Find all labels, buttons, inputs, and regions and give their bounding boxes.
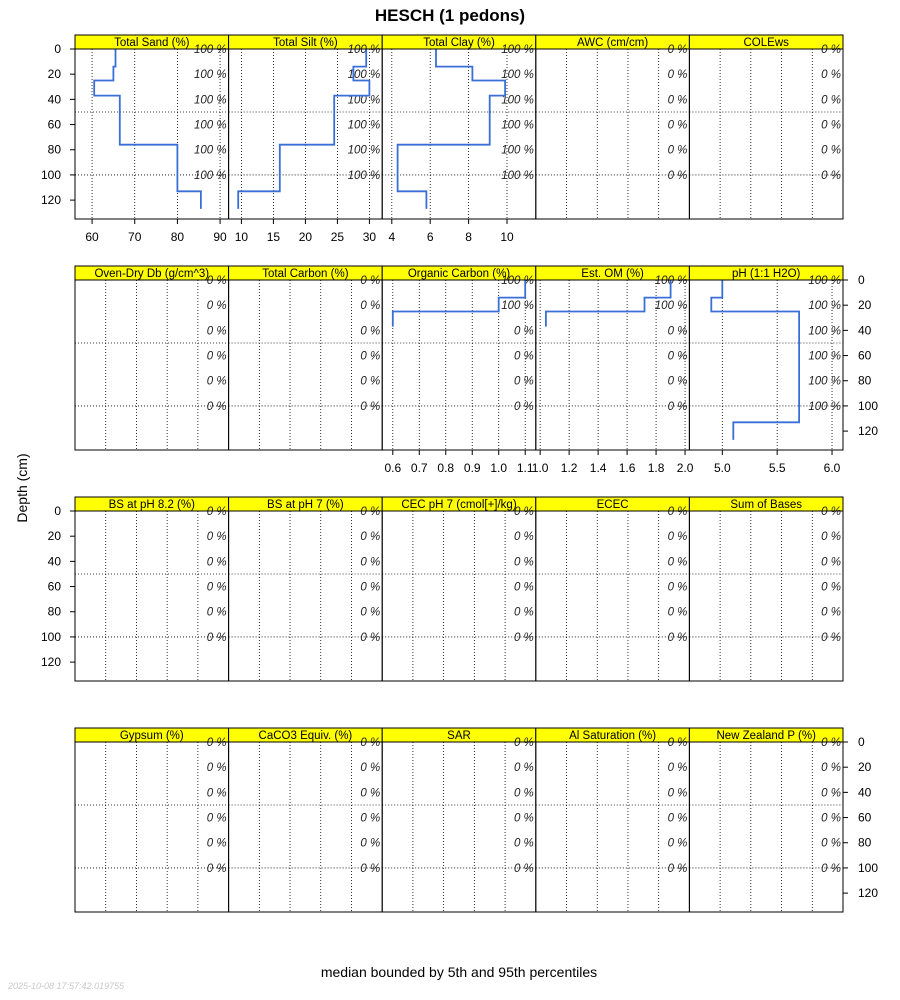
percent-label: 0 %	[360, 737, 381, 749]
percent-label: 0 %	[821, 812, 841, 825]
percent-label: 0 %	[667, 506, 688, 518]
percent-label: 0 %	[206, 531, 227, 544]
panel-title: Organic Carbon (%)	[407, 268, 511, 280]
panel-border	[75, 511, 229, 681]
percent-label: 0 %	[667, 69, 688, 82]
panel-border	[689, 742, 843, 912]
panel-border	[536, 742, 690, 912]
percent-label: 0 %	[667, 631, 688, 644]
panel	[689, 497, 843, 681]
panel	[382, 728, 536, 912]
panel	[75, 266, 229, 450]
x-tick-label: 1.1	[516, 461, 534, 475]
depth-tick-label: 20	[858, 760, 872, 775]
percent-label: 0 %	[206, 737, 227, 749]
depth-tick-label: 0	[858, 735, 865, 749]
percent-label: 100 %	[193, 44, 227, 56]
percent-label: 100 %	[654, 275, 688, 287]
percent-label: 0 %	[667, 325, 688, 338]
panel	[75, 35, 229, 244]
percent-label: 0 %	[513, 837, 534, 850]
percent-label: 0 %	[360, 300, 381, 313]
panel-title: CaCO3 Equiv. (%)	[258, 730, 353, 742]
panel-title: Total Carbon (%)	[262, 268, 349, 280]
percent-label: 0 %	[821, 169, 841, 182]
percent-label: 0 %	[513, 862, 534, 875]
panel-title: COLEws	[743, 37, 789, 49]
panel-title: Sum of Bases	[730, 499, 802, 511]
panel-title: CEC pH 7 (cmol[+]/kg)	[401, 499, 517, 511]
panel-border	[229, 511, 383, 681]
percent-label: 0 %	[360, 400, 381, 413]
x-tick-label: 1.4	[589, 461, 607, 475]
x-tick-label: 1.0	[490, 461, 508, 475]
depth-tick-label: 120	[858, 886, 879, 901]
x-tick-label: 0.7	[410, 461, 428, 475]
panel	[536, 35, 690, 219]
panel-title: Total Clay (%)	[423, 37, 495, 49]
depth-tick-label: 60	[47, 579, 61, 594]
percent-label: 0 %	[821, 531, 841, 544]
depth-tick-label: 0	[54, 42, 61, 56]
panel-title: Est. OM (%)	[581, 268, 644, 280]
x-tick-label: 1.0	[531, 461, 549, 475]
percent-label: 0 %	[513, 787, 534, 800]
panel-title: Oven-Dry Db (g/cm^3)	[94, 268, 210, 280]
percent-label: 100 %	[193, 69, 227, 82]
percent-label: 0 %	[821, 556, 841, 569]
x-tick-label: 8	[465, 230, 472, 244]
percent-label: 0 %	[667, 169, 688, 182]
panel-border	[229, 742, 383, 912]
depth-tick-label: 60	[47, 117, 61, 132]
depth-tick-label: 40	[858, 785, 872, 800]
panel-border	[689, 511, 843, 681]
percent-label: 0 %	[360, 606, 381, 619]
percent-label: 0 %	[821, 44, 841, 56]
percent-label: 100 %	[193, 94, 227, 107]
depth-tick-label: 60	[858, 810, 872, 825]
panel-title: pH (1:1 H2O)	[732, 268, 801, 280]
timestamp: 2025-10-08 17:57:42.019755	[8, 981, 125, 991]
percent-label: 0 %	[206, 275, 227, 287]
percent-label: 0 %	[206, 812, 227, 825]
panel	[382, 497, 536, 681]
percent-label: 0 %	[206, 631, 227, 644]
depth-tick-label: 120	[40, 655, 61, 670]
panel-border	[382, 511, 536, 681]
percent-label: 0 %	[360, 862, 381, 875]
panel	[689, 266, 843, 475]
percent-label: 0 %	[667, 581, 688, 594]
percent-label: 0 %	[821, 69, 841, 82]
percent-label: 0 %	[667, 787, 688, 800]
panel	[532, 266, 694, 475]
percent-label: 100 %	[501, 44, 534, 56]
depth-tick-label: 40	[47, 554, 61, 569]
percent-label: 0 %	[821, 631, 841, 644]
x-tick-label: 30	[362, 230, 377, 244]
percent-label: 0 %	[360, 631, 381, 644]
median-profile-line	[546, 280, 671, 327]
panel	[689, 35, 843, 219]
percent-label: 0 %	[360, 581, 381, 594]
percent-label: 100 %	[501, 275, 534, 287]
percent-label: 0 %	[206, 325, 227, 338]
percent-label: 0 %	[206, 300, 227, 313]
panel	[229, 728, 383, 912]
x-tick-label: 90	[213, 230, 227, 244]
percent-label: 0 %	[206, 606, 227, 619]
x-tick-label: 70	[128, 230, 142, 244]
panel-title: Al Saturation (%)	[569, 730, 657, 742]
depth-tick-label: 80	[47, 142, 61, 157]
footer-caption: median bounded by 5th and 95th percentiles	[320, 964, 598, 980]
percent-label: 0 %	[513, 737, 534, 749]
chart-title: HESCH (1 pedons)	[374, 6, 526, 25]
y-axis-label: Depth (cm)	[14, 453, 30, 523]
x-tick-label: 4	[388, 230, 396, 244]
x-tick-label: 10	[500, 230, 514, 244]
percent-label: 0 %	[206, 862, 227, 875]
percent-label: 0 %	[513, 400, 534, 413]
percent-label: 100 %	[347, 69, 381, 82]
x-tick-label: 80	[170, 230, 185, 244]
percent-label: 100 %	[808, 350, 841, 363]
depth-tick-label: 80	[858, 835, 872, 850]
percent-label: 100 %	[808, 300, 841, 313]
percent-label: 0 %	[667, 144, 688, 157]
percent-label: 100 %	[501, 69, 534, 82]
panel-title: Total Sand (%)	[114, 37, 190, 49]
x-tick-label: 25	[330, 230, 345, 244]
x-tick-label: 6.0	[823, 461, 841, 475]
percent-label: 0 %	[513, 531, 534, 544]
percent-label: 100 %	[501, 300, 534, 313]
percent-label: 0 %	[206, 837, 227, 850]
percent-label: 0 %	[821, 606, 841, 619]
percent-label: 0 %	[360, 556, 381, 569]
panel	[75, 497, 229, 681]
percent-label: 0 %	[667, 862, 688, 875]
x-tick-label: 20	[298, 230, 313, 244]
percent-label: 100 %	[347, 144, 381, 157]
depth-tick-label: 20	[47, 67, 61, 82]
percent-label: 0 %	[513, 631, 534, 644]
percent-label: 100 %	[808, 325, 841, 338]
x-tick-label: 6	[426, 230, 434, 244]
percent-label: 0 %	[821, 762, 841, 775]
panel-border	[75, 742, 229, 912]
percent-label: 0 %	[206, 400, 227, 413]
panel-border	[689, 49, 843, 219]
median-profile-line	[94, 49, 201, 209]
percent-label: 0 %	[206, 762, 227, 775]
median-profile-line	[711, 280, 799, 440]
percent-label: 0 %	[667, 400, 688, 413]
percent-label: 100 %	[501, 119, 534, 132]
depth-tick-label: 20	[47, 529, 61, 544]
x-tick-label: 60	[85, 230, 99, 244]
depth-tick-label: 60	[858, 348, 872, 363]
percent-label: 100 %	[193, 119, 227, 132]
x-tick-label: 0.9	[463, 461, 481, 475]
percent-label: 0 %	[513, 606, 534, 619]
x-tick-label: 1.8	[647, 461, 665, 475]
percent-label: 0 %	[821, 581, 841, 594]
percent-label: 0 %	[667, 606, 688, 619]
panel-border	[229, 280, 383, 450]
panel-title: BS at pH 7 (%)	[267, 499, 344, 511]
percent-label: 0 %	[360, 275, 381, 287]
percent-label: 0 %	[360, 350, 381, 363]
percent-label: 0 %	[821, 144, 841, 157]
percent-label: 0 %	[360, 375, 381, 388]
panel-title: New Zealand P (%)	[716, 730, 816, 742]
percent-label: 0 %	[360, 812, 381, 825]
depth-tick-label: 120	[40, 193, 61, 208]
percent-label: 0 %	[513, 375, 534, 388]
x-tick-label: 0.6	[384, 461, 402, 475]
percent-label: 0 %	[667, 44, 688, 56]
percent-label: 100 %	[193, 169, 227, 182]
percent-label: 0 %	[821, 94, 841, 107]
panel	[229, 35, 383, 244]
percent-label: 0 %	[360, 325, 381, 338]
depth-tick-label: 100	[40, 167, 61, 182]
depth-tick-label: 40	[47, 92, 61, 107]
panel-border	[75, 280, 229, 450]
x-tick-label: 5.5	[768, 461, 786, 475]
percent-label: 100 %	[501, 144, 534, 157]
panel-title: Total Silt (%)	[273, 37, 338, 49]
percent-label: 0 %	[206, 375, 227, 388]
percent-label: 100 %	[347, 44, 381, 56]
depth-tick-label: 40	[858, 323, 872, 338]
depth-tick-label: 120	[858, 424, 879, 439]
percent-label: 100 %	[808, 375, 841, 388]
panel	[382, 266, 536, 475]
percent-label: 0 %	[821, 862, 841, 875]
depth-tick-label: 0	[54, 504, 61, 518]
percent-label: 0 %	[667, 350, 688, 363]
x-tick-label: 0.8	[437, 461, 455, 475]
percent-label: 100 %	[501, 94, 534, 107]
x-tick-label: 5.0	[713, 461, 731, 475]
percent-label: 100 %	[347, 169, 381, 182]
percent-label: 0 %	[667, 94, 688, 107]
percent-label: 0 %	[513, 581, 534, 594]
percent-label: 0 %	[667, 556, 688, 569]
panel	[229, 266, 383, 450]
percent-label: 0 %	[667, 737, 688, 749]
percent-label: 100 %	[347, 94, 381, 107]
panel-title: SAR	[447, 730, 471, 742]
panel-title: ECEC	[596, 499, 629, 511]
percent-label: 0 %	[667, 375, 688, 388]
percent-label: 0 %	[360, 506, 381, 518]
percent-label: 0 %	[821, 737, 841, 749]
percent-label: 0 %	[360, 837, 381, 850]
percent-label: 0 %	[206, 556, 227, 569]
x-tick-label: 1.2	[560, 461, 578, 475]
x-tick-label: 2.0	[676, 461, 694, 475]
depth-tick-label: 80	[858, 373, 872, 388]
percent-label: 0 %	[821, 837, 841, 850]
percent-label: 0 %	[513, 812, 534, 825]
depth-tick-label: 20	[858, 298, 872, 313]
median-profile-line	[398, 49, 506, 209]
percent-label: 100 %	[808, 275, 841, 287]
percent-label: 100 %	[501, 169, 534, 182]
x-tick-label: 1.6	[618, 461, 636, 475]
percent-label: 0 %	[513, 556, 534, 569]
percent-label: 100 %	[654, 300, 688, 313]
percent-label: 0 %	[667, 762, 688, 775]
percent-label: 100 %	[808, 400, 841, 413]
panel	[536, 497, 690, 681]
percent-label: 0 %	[667, 531, 688, 544]
panel-title: AWC (cm/cm)	[577, 37, 649, 49]
percent-label: 0 %	[360, 787, 381, 800]
percent-label: 0 %	[513, 350, 534, 363]
percent-label: 0 %	[360, 762, 381, 775]
percent-label: 0 %	[667, 837, 688, 850]
x-tick-label: 10	[234, 230, 249, 244]
panel	[229, 497, 383, 681]
percent-label: 100 %	[193, 144, 227, 157]
percent-label: 0 %	[821, 119, 841, 132]
percent-label: 0 %	[513, 506, 534, 518]
percent-label: 0 %	[360, 531, 381, 544]
depth-tick-label: 0	[858, 273, 865, 287]
percent-label: 0 %	[667, 119, 688, 132]
panel-title: BS at pH 8.2 (%)	[108, 499, 195, 511]
panel-title: Gypsum (%)	[119, 730, 184, 742]
x-tick-label: 15	[266, 230, 281, 244]
panel	[689, 728, 843, 912]
percent-label: 0 %	[513, 325, 534, 338]
panel	[536, 728, 690, 912]
percent-label: 0 %	[513, 762, 534, 775]
percent-label: 0 %	[667, 812, 688, 825]
percent-label: 100 %	[347, 119, 381, 132]
panel-border	[536, 49, 690, 219]
percent-label: 0 %	[821, 506, 841, 518]
percent-label: 0 %	[821, 787, 841, 800]
panel	[75, 728, 229, 912]
panel	[382, 35, 536, 244]
depth-tick-label: 100	[858, 860, 879, 875]
depth-tick-label: 80	[47, 604, 61, 619]
panel-border	[536, 511, 690, 681]
percent-label: 0 %	[206, 581, 227, 594]
depth-tick-label: 100	[858, 398, 879, 413]
percent-label: 0 %	[206, 350, 227, 363]
panel-border	[382, 742, 536, 912]
depth-tick-label: 100	[40, 629, 61, 644]
percent-label: 0 %	[206, 506, 227, 518]
percent-label: 0 %	[206, 787, 227, 800]
